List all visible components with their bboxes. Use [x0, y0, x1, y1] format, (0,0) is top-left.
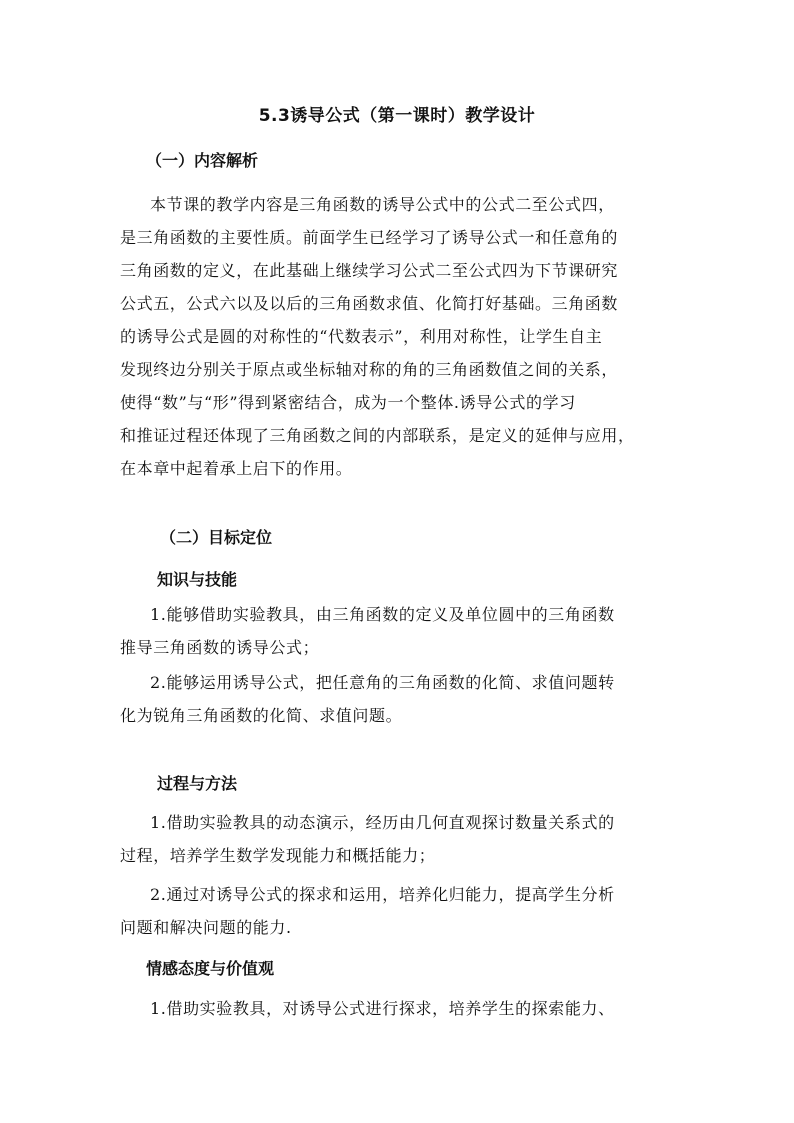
document-title: 5.3诱导公式（第一课时）教学设计	[258, 106, 536, 126]
paragraph-line: 推导三角函数的诱导公式；	[120, 638, 320, 657]
paragraph-line: 1.借助实验教具的动态演示，经历由几何直观探讨数量关系式的	[150, 813, 615, 832]
process-item-2	[120, 878, 680, 944]
paragraph-line: 1.借助实验教具，对诱导公式进行探求，培养学生的探索能力、	[150, 999, 615, 1018]
knowledge-item-2	[120, 666, 680, 732]
section-heading-content-analysis: （一）内容解析	[146, 151, 259, 170]
paragraph-line: 过程，培养学生数学发现能力和概括能力；	[120, 846, 436, 865]
paragraph-line: 2.能够运用诱导公式，把任意角的三角函数的化简、求值问题转	[150, 673, 615, 692]
subheading-knowledge-skills: 知识与技能	[157, 570, 238, 589]
paragraph-line: 2.通过对诱导公式的探求和运用，培养化归能力，提高学生分析	[150, 885, 615, 904]
content-analysis-paragraph	[120, 188, 680, 485]
paragraph-line: 的诱导公式是圆的对称性的“代数表示”，利用对称性，让学生自主	[120, 327, 603, 346]
knowledge-item-1	[120, 598, 680, 664]
paragraph-line: 公式五，公式六以及以后的三角函数求值、化简打好基础。三角函数	[120, 294, 619, 313]
subheading-emotion-values: 情感态度与价值观	[146, 959, 275, 978]
paragraph-line: 发现终边分别关于原点或坐标轴对称的角的三角函数值之间的关系，	[120, 360, 619, 379]
section-heading-goals: （二）目标定位	[160, 528, 273, 547]
paragraph-line: 本节课的教学内容是三角函数的诱导公式中的公式二至公式四，	[150, 195, 615, 214]
paragraph-line: 三角函数的定义，在此基础上继续学习公式二至公式四为下节课研究	[120, 261, 619, 280]
paragraph-line: 问题和解决问题的能力.	[120, 918, 292, 937]
process-item-1	[120, 806, 680, 872]
paragraph-line: 在本章中起着承上启下的作用。	[120, 459, 353, 478]
emotion-item-1	[120, 992, 680, 1025]
paragraph-line: 使得“数”与“形”得到紧密结合，成为一个整体.诱导公式的学习	[120, 393, 576, 412]
paragraph-line: 是三角函数的主要性质。前面学生已经学习了诱导公式一和任意角的	[120, 228, 619, 247]
subheading-process-methods: 过程与方法	[157, 774, 238, 793]
paragraph-line: 1.能够借助实验教具，由三角函数的定义及单位圆中的三角函数	[150, 605, 615, 624]
paragraph-line: 化为锐角三角函数的化简、求值问题。	[120, 706, 403, 725]
paragraph-line: 和推证过程还体现了三角函数之间的内部联系，是定义的延伸与应用，	[120, 426, 635, 445]
